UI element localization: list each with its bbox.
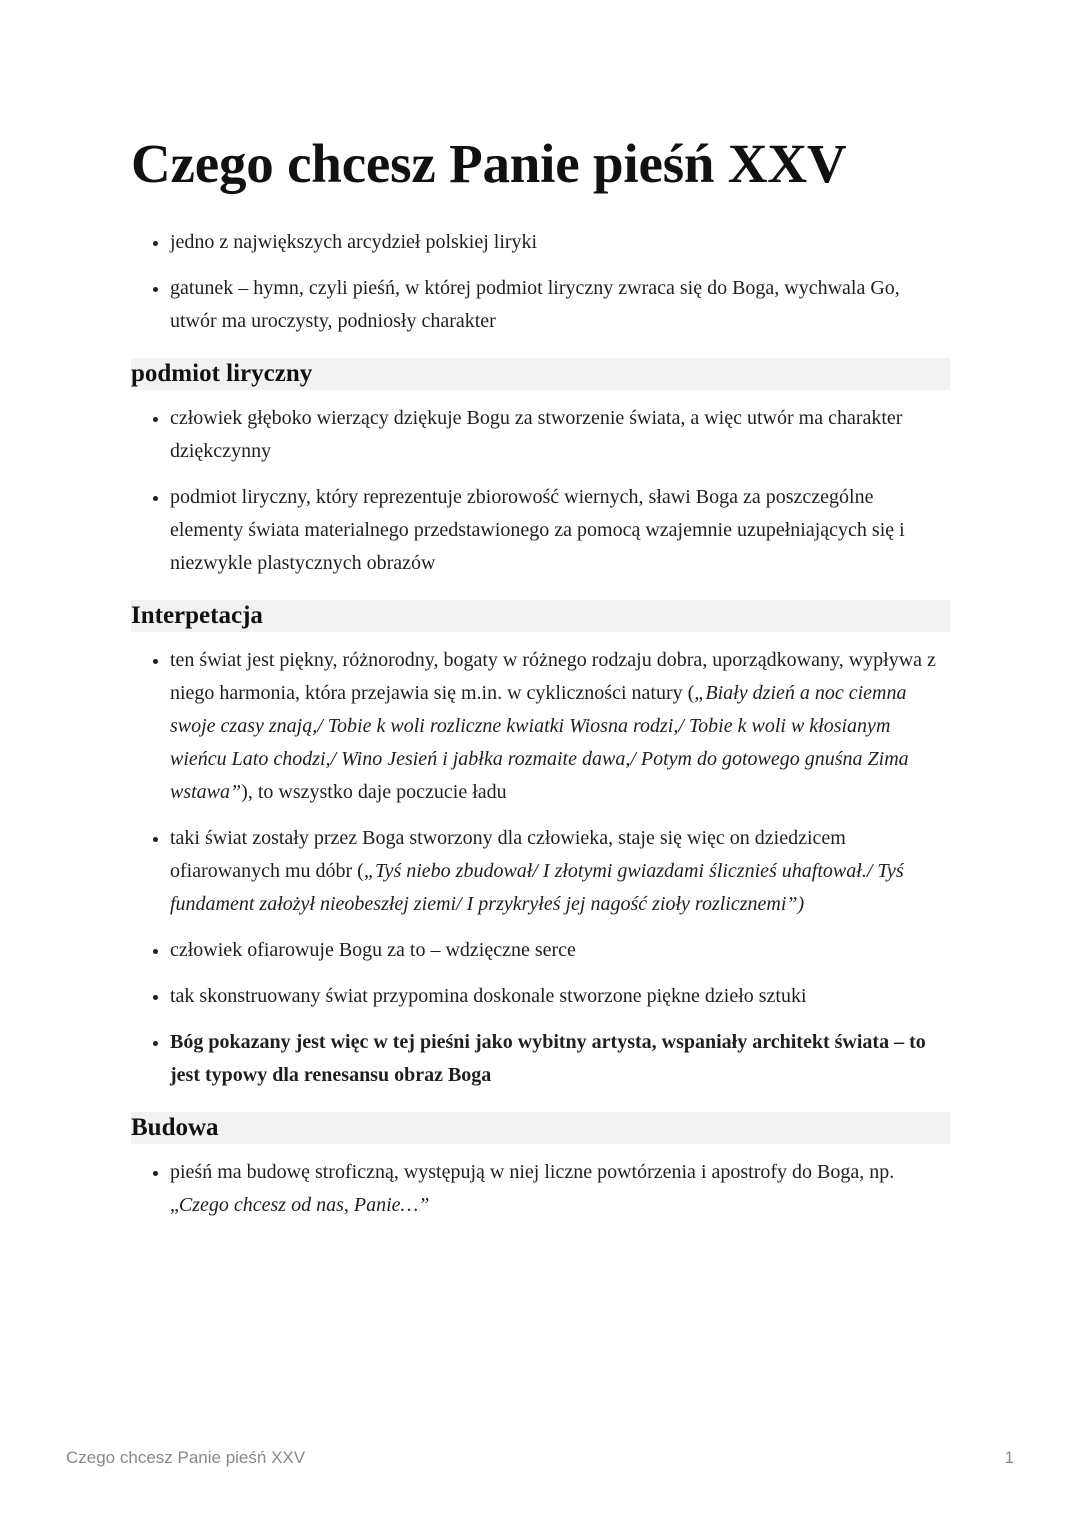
document-page <box>131 132 950 1235</box>
list-item: • jedno z największych arcydzieł polskiej liryki <box>170 226 950 259</box>
item-quote: Czego chcesz od nas, Panie…” <box>178 1194 430 1216</box>
item-text: ten świat jest piękny, różnorodny, bogaty w różnego rodzaju dobra, uporządkowany, wypływa z niego harmonia, która przejawia się m.in. w cykliczności natury ( <box>170 649 936 704</box>
page-number: 1 <box>1004 1448 1014 1467</box>
item-text: taki świat zostały przez Boga stworzony dla człowieka, staje się więc on dziedzicem ofiarowanych mu dóbr ( <box>170 827 846 882</box>
list-item: • człowiek głęboko wierzący dziękuje Bogu za stworzenie świata, a więc utwór ma charakter dziękczynny <box>170 402 950 468</box>
list-item-bold: • Bóg pokazany jest więc w tej pieśni jako wybitny artysta, wspaniały architekt świata – to jest typowy dla renesansu obraz Boga <box>170 1026 950 1092</box>
list-item: • człowiek ofiarowuje Bogu za to – wdzięczne serce <box>170 934 950 967</box>
budowa-list <box>131 1156 950 1222</box>
interpretacja-list <box>131 644 950 1092</box>
section-heading-budowa: Budowa <box>131 1112 950 1144</box>
section-heading-interpretacja: Interpetacja <box>131 600 950 632</box>
item-quote: „Biały dzień a noc ciemna swoje czasy znają,/ Tobie k woli rozliczne kwiatki Wiosna rodzi,/ Tobie k woli w kłosianym wieńcu Lato chodzi,/ Wino Jesień i jabłka rozmaite dawa,/ Potym do gotowego gnuśna Zima wstawa” <box>170 682 909 803</box>
item-text: pieśń ma budowę stroficzną, występują w niej liczne powtórzenia i apostrofy do Boga, np. „ <box>170 1161 895 1216</box>
intro-list <box>131 226 950 338</box>
section-heading-podmiot: podmiot liryczny <box>131 358 950 390</box>
list-item: • podmiot liryczny, który reprezentuje zbiorowość wiernych, sławi Boga za poszczególne elementy świata materialnego przedstawionego za pomocą wzajemnie uzupełniających się i niezwykle plastycznych obrazów <box>170 481 950 580</box>
item-text: ), to wszystko daje poczucie ładu <box>241 781 507 803</box>
item-quote: „Tyś niebo zbudował/ I złotymi gwiazdami ślicznieś uhaftował./ Tyś fundament założył nieobeszłej ziemi/ I przykryłeś jej nagość zioły rozlicznemi”) <box>170 860 904 915</box>
podmiot-list <box>131 402 950 580</box>
list-item <box>170 822 950 921</box>
document-title: Czego chcesz Panie pieśń XXV <box>131 133 847 194</box>
list-item: • tak skonstruowany świat przypomina doskonale stworzone piękne dzieło sztuki <box>170 980 950 1013</box>
footer-title: Czego chcesz Panie pieśń XXV <box>66 1448 306 1467</box>
list-item <box>170 644 950 809</box>
list-item: • gatunek – hymn, czyli pieśń, w której podmiot liryczny zwraca się do Boga, wychwala Go, utwór ma uroczysty, podniosły charakter <box>170 272 950 338</box>
list-item <box>170 1156 950 1222</box>
